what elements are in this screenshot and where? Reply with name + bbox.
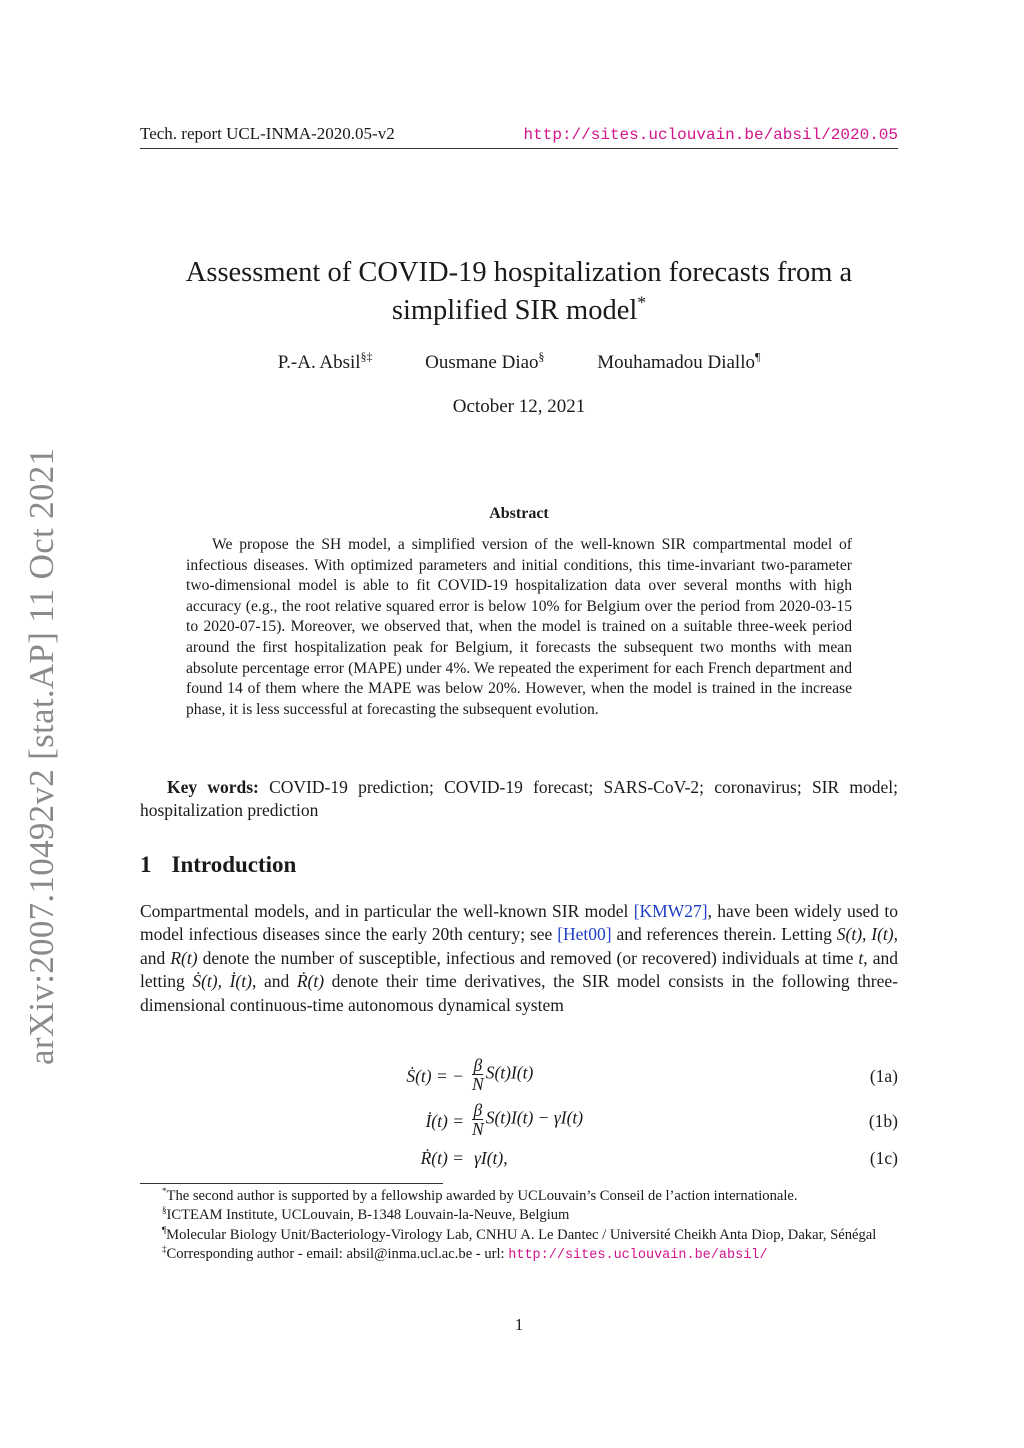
equation-1b	[140, 1101, 898, 1141]
keywords-text: COVID-19 prediction; COVID-19 forecast; SARS-CoV-2; coronavirus; SIR model; hospitalization prediction	[140, 777, 899, 821]
text: , have been widely used to model infectious diseases since the early 20th century; see	[140, 901, 899, 945]
author-marks[interactable]: §‡	[360, 350, 373, 364]
abstract-heading: Abstract	[489, 505, 549, 522]
author	[597, 352, 760, 373]
math: R(t)	[170, 947, 198, 968]
citation-link[interactable]: [KMW27]	[633, 901, 708, 921]
equation-tag: (1a)	[869, 1066, 898, 1086]
equation-tag: (1b)	[868, 1111, 898, 1131]
running-header	[140, 124, 898, 149]
footnotes	[140, 1187, 898, 1265]
arxiv-stamp: arXiv:2007.10492v2 [stat.AP] 11 Oct 2021	[22, 447, 61, 1065]
math: Ṡ(t), İ(t)	[192, 971, 252, 992]
author-marks[interactable]: ¶	[754, 350, 761, 364]
text: , and	[251, 971, 297, 992]
math: S(t), I(t)	[836, 924, 894, 945]
footnote: §ICTEAM Institute, UCLouvain, B-1348 Louvain-la-Neuve, Belgium	[162, 1205, 570, 1224]
text: , and letting	[140, 947, 898, 992]
text: , and	[140, 924, 899, 968]
author-marks[interactable]: §	[538, 350, 545, 364]
keywords-label: Key words:	[167, 777, 259, 797]
section-title: Introduction	[171, 852, 297, 877]
author-name: P.-A. Absil	[277, 352, 361, 373]
page-number: 1	[514, 1315, 524, 1334]
abstract-text: We propose the SH model, a simplified version of the well-known SIR compartmental model of infectious diseases. With optimized parameters and initial conditions, this time-invariant two-parameter two-dimensional model is able to fit COVID-19 hospitalization data over several months with high accuracy (e.g., the root relative squared error is below 10% for Belgium over the period from 2020-03-15 to 2020-07-15). Moreover, we observed that, when the model is trained on a suitable three-week period around the first hospitalization peak for Belgium, it forecasts the subsequent two months with mean absolute percentage error (MAPE) under 4%. We repeated the experiment for each French department and found 14 of them where the MAPE was below 20%. However, when the model is trained in the increase phase, it is less successful at forecasting the subsequent evolution.	[186, 536, 852, 718]
keywords	[140, 776, 898, 823]
text: denote the number of susceptible, infectious and removed (or recovered) individuals at time	[197, 947, 859, 968]
text: and references therein. Letting	[611, 924, 837, 945]
author-list	[140, 352, 898, 374]
footnote: ‡Corresponding author - email: absil@inma.ucl.ac.be - url: http://sites.uclouvain.be/absil/	[162, 1244, 768, 1263]
author	[425, 352, 544, 373]
title-line-1: Assessment of COVID-19 hospitalization forecasts from a	[185, 257, 853, 288]
section-heading	[140, 852, 296, 878]
footnote: ¶Molecular Biology Unit/Bacteriology-Virology Lab, CNHU A. Le Dantec / Université Cheikh Anta Diop, Dakar, Sénégal	[162, 1224, 877, 1243]
title-line-2: simplified SIR model	[391, 295, 638, 326]
equation-lhs: Ṡ(t) = −	[406, 1066, 464, 1086]
text: denote their time derivatives, the SIR model consists in the following three-dimensional continuous-time autonomous dynamical system	[140, 971, 898, 1015]
header-url-link[interactable]: http://sites.uclouvain.be/absil/2020.05	[523, 126, 898, 144]
equation-lhs: İ(t) =	[425, 1111, 464, 1131]
author-name: Mouhamadou Diallo	[597, 352, 755, 373]
equation-rhs: γI(t),	[474, 1148, 508, 1168]
section-number: 1	[140, 852, 152, 877]
report-id: Tech. report UCL-INMA-2020.05-v2	[140, 124, 395, 143]
math: t	[858, 947, 864, 968]
intro-paragraph	[140, 900, 898, 1017]
equation-tag: (1c)	[869, 1148, 898, 1168]
equation-lhs: Ṙ(t) =	[420, 1148, 464, 1168]
equation-rhs: $\frac{\beta}{N}$ S(t)I(t)	[472, 1055, 534, 1094]
footnote: *The second author is supported by a fellowship awarded by UCLouvain’s Conseil de l’action internationale.	[162, 1186, 798, 1204]
equation-rhs: $\frac{\beta}{N}$ S(t)I(t) − γI(t)	[472, 1100, 584, 1139]
citation-link[interactable]: [Het00]	[557, 924, 612, 945]
paper-title	[140, 254, 898, 330]
equation-1a	[140, 1056, 898, 1096]
fraction: $\frac{\beta}{N}$	[472, 1055, 484, 1094]
paper-date: October 12, 2021	[452, 396, 586, 417]
fraction: $\frac{\beta}{N}$	[472, 1100, 484, 1139]
math: Ṙ(t)	[296, 971, 325, 992]
equation-1c	[140, 1148, 898, 1188]
title-footnote-mark[interactable]: *	[637, 292, 647, 313]
text: Compartmental models, and in particular the well-known SIR model	[140, 901, 634, 921]
author	[278, 352, 373, 373]
author-url-link[interactable]: http://sites.uclouvain.be/absil/	[508, 1247, 768, 1263]
footnote-rule	[140, 1183, 443, 1184]
author-name: Ousmane Diao	[425, 352, 539, 373]
